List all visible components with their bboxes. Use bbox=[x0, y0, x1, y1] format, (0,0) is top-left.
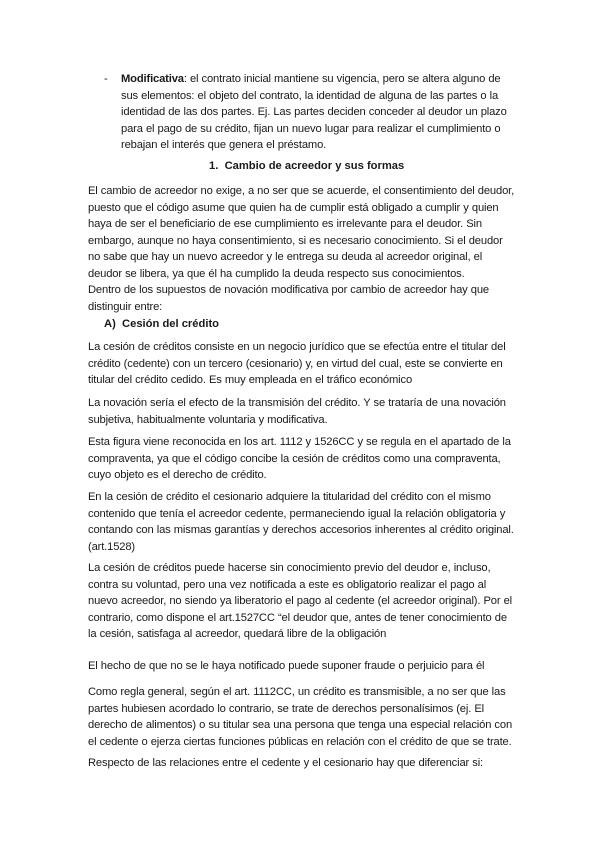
paragraph-novacion: La novación sería el efecto de la transmisión del crédito. Y se trataría de una novación subjetiva, habitualmente voluntaria y modificativa. bbox=[88, 397, 506, 426]
section-title: Cambio de acreedor y sus formas bbox=[224, 160, 405, 172]
paragraph-reconocimiento: Esta figura viene reconocida en los art. 1112 y 1526CC y se regula en el apartado de la compraventa, ya que el código concibe la cesión de créditos como una compraventa, cuyo objeto es el derecho de crédito. bbox=[88, 436, 511, 482]
intro-paragraph-2: Dentro de los supuestos de novación modificativa por cambio de acreedor hay que distinguir entre: bbox=[88, 284, 490, 313]
paragraph-cesion-definicion: La cesión de créditos consiste en un negocio jurídico que se efectúa entre el titular del crédito (cedente) con un tercero (cesionario) y, en virtud del cual, este se convierte en titular del crédito cedido. Es muy empleada en el tráfico económico bbox=[88, 341, 506, 387]
bullet-term: Modificativa bbox=[121, 73, 184, 85]
bullet-text: : el contrato inicial mantiene su vigencia, pero se altera alguno de sus elementos: el objeto del contrato, la identidad de alguna de las partes o la identidad de las dos partes. Ej. Las partes deciden conceder al deudor un plazo para el pago de su crédito, fijan un nuevo lugar para realizar el cumplimiento o rebajan el interés que genera el préstamo. bbox=[121, 73, 507, 152]
bullet-modificativa bbox=[121, 71, 519, 154]
paragraph-fraude: El hecho de que no se le haya notificado puede suponer fraude o perjuicio para él bbox=[88, 660, 485, 672]
intro-paragraph-1: El cambio de acreedor no exige, a no ser que se acuerde, el consentimiento del deudor, puesto que el código asume que quien ha de cumplir está obligado a cumplir y quien haya de ser el beneficiario de ese cumplimiento es irrelevante para el deudor. Sin embargo, aunque no haya consentimiento, si es necesario conocimiento. Si el deudor no sabe que hay un nuevo acreedor y le entrega su deuda al acreedor original, el deudor se libera, ya que él ha cumplido la deuda respecto sus conocimientos. bbox=[88, 185, 515, 280]
section-number: 1. bbox=[209, 160, 219, 172]
section-heading bbox=[209, 158, 404, 175]
subsection-heading bbox=[104, 316, 219, 333]
subsection-title: Cesión del crédito bbox=[122, 318, 220, 330]
paragraph-conocimiento-deudor: La cesión de créditos puede hacerse sin conocimiento previo del deudor e, incluso, contra su voluntad, pero una vez notificada a este es obligatorio realizar el pago al nuevo acreedor, no siendo ya liberatorio el pago al cedente (el acreedor original). Por el contrario, como dispone el art.1527CC “el deudor que, antes de tener conocimiento de la cesión, satisfaga al acreedor, quedará libre de la obligación bbox=[88, 562, 513, 641]
paragraph-titularidad: En la cesión de crédito el cesionario adquiere la titularidad del crédito con el mismo contenido que tenía el acreedor cedente, permaneciendo igual la relación obligatoria y contando con las mismas garantías y derechos accesorios inherentes al crédito original. (art.1528) bbox=[88, 491, 514, 553]
paragraph-regla-general: Como regla general, según el art. 1112CC, un crédito es transmisible, a no ser que las partes hubiesen acordado lo contrario, se trate de derechos personalísimos (ej. El derecho de alimentos) o su titular sea una persona que tenga una especial relación con el cedente o ejerza ciertas funciones públicas en relación con el crédito de que se trate. bbox=[88, 686, 513, 748]
bullet-dash: - bbox=[104, 73, 108, 85]
paragraph-relaciones: Respecto de las relaciones entre el cedente y el cesionario hay que diferenciar si: bbox=[88, 757, 483, 769]
subsection-letter: A) bbox=[104, 318, 116, 330]
